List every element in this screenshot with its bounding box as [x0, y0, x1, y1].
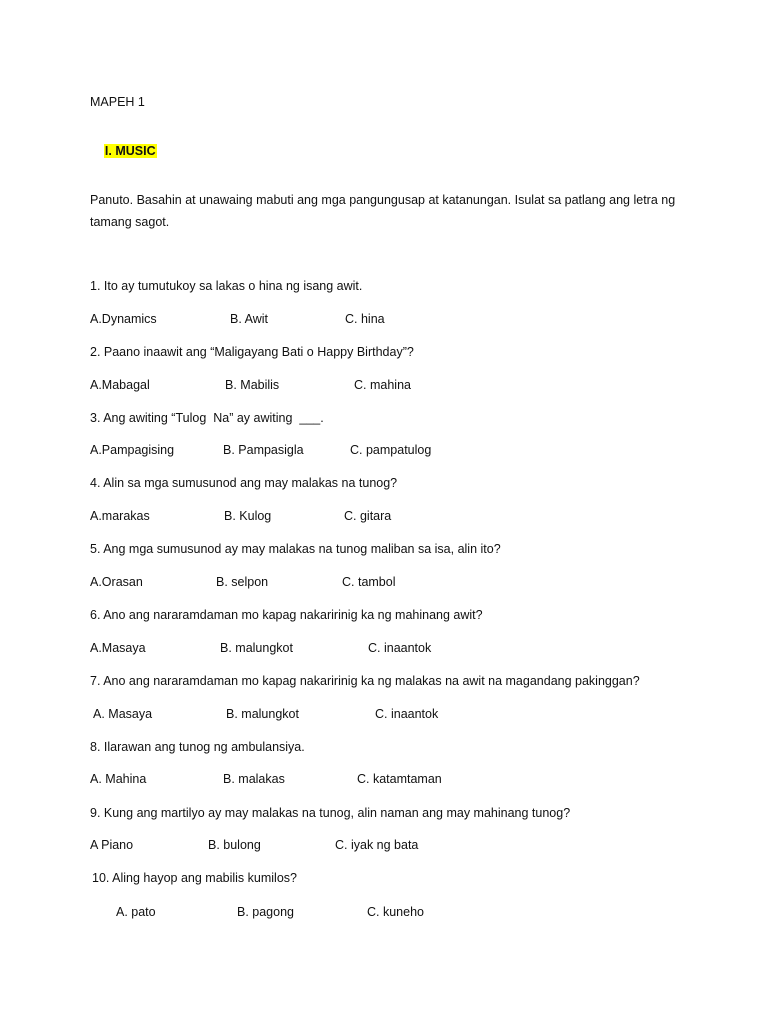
choice-b: B. pagong: [237, 905, 294, 919]
choice-c: C. katamtaman: [357, 772, 442, 786]
question-8: 8. Ilarawan ang tunog ng ambulansiya.: [90, 740, 305, 754]
instructions-line-1: Panuto. Basahin at unawaing mabuti ang mga pangungusap at katanungan. Isulat sa patlang ang letra ng: [90, 193, 676, 207]
choice-c: C. gitara: [344, 509, 392, 523]
question-8-choices: [90, 771, 442, 787]
choice-a: A. pato: [116, 905, 156, 919]
choice-b: B. bulong: [208, 838, 261, 852]
question-3: 3. Ang awiting “Tulog Na” ay awiting ___.: [90, 411, 324, 425]
choice-a: A.Dynamics: [90, 312, 157, 326]
choice-c: C. inaantok: [375, 707, 439, 721]
choice-a: A.Pampagising: [90, 443, 175, 457]
question-1-choices: [90, 311, 385, 327]
choice-b: B. malungkot: [226, 707, 299, 721]
question-10-choices: [90, 904, 424, 920]
choice-c: C. kuneho: [367, 905, 424, 919]
section-heading: [90, 127, 157, 175]
choice-b: B. Kulog: [224, 509, 272, 523]
choice-a: A.Masaya: [90, 641, 146, 655]
question-3-choices: [90, 442, 432, 458]
choice-a: A.Orasan: [90, 575, 143, 589]
section-heading-text: I. MUSIC: [104, 144, 156, 158]
question-9-choices: [90, 837, 419, 853]
choice-a: A. Masaya: [93, 707, 153, 721]
choice-c: C. hina: [345, 312, 385, 326]
choice-b: B. Pampasigla: [223, 443, 304, 457]
question-5-choices: [90, 574, 396, 590]
question-6-choices: [90, 640, 432, 656]
choice-b: B. selpon: [216, 575, 269, 589]
question-6: 6. Ano ang nararamdaman mo kapag nakaririnig ka ng mahinang awit?: [90, 608, 483, 622]
choice-c: C. tambol: [342, 575, 396, 589]
choice-c: C. iyak ng bata: [335, 838, 419, 852]
choice-b: B. malungkot: [220, 641, 293, 655]
choice-a: A.marakas: [90, 509, 150, 523]
question-2-choices: [90, 377, 411, 393]
choice-c: C. mahina: [354, 378, 411, 392]
instructions-line-2: tamang sagot.: [90, 215, 170, 229]
question-5: 5. Ang mga sumusunod ay may malakas na tunog maliban sa isa, alin ito?: [90, 542, 501, 556]
choice-c: C. inaantok: [368, 641, 432, 655]
choice-b: B. Awit: [230, 312, 268, 326]
question-7-choices: [90, 706, 439, 722]
document-title: MAPEH 1: [90, 95, 145, 109]
question-4-choices: [90, 508, 392, 524]
question-4: 4. Alin sa mga sumusunod ang may malakas na tunog?: [90, 476, 398, 490]
question-1: 1. Ito ay tumutukoy sa lakas o hina ng isang awit.: [90, 279, 363, 293]
choice-a: A.Mabagal: [90, 378, 150, 392]
choice-b: B. malakas: [223, 772, 285, 786]
question-9: 9. Kung ang martilyo ay may malakas na tunog, alin naman ang may mahinang tunog?: [90, 806, 571, 820]
choice-c: C. pampatulog: [350, 443, 432, 457]
question-2: 2. Paano inaawit ang “Maligayang Bati o Happy Birthday”?: [90, 345, 414, 359]
choice-a: A Piano: [90, 838, 134, 852]
choice-b: B. Mabilis: [225, 378, 280, 392]
question-10: 10. Aling hayop ang mabilis kumilos?: [92, 871, 297, 885]
choice-a: A. Mahina: [90, 772, 147, 786]
question-7: 7. Ano ang nararamdaman mo kapag nakaririnig ka ng malakas na awit na magandang pakinggan?: [90, 674, 640, 688]
